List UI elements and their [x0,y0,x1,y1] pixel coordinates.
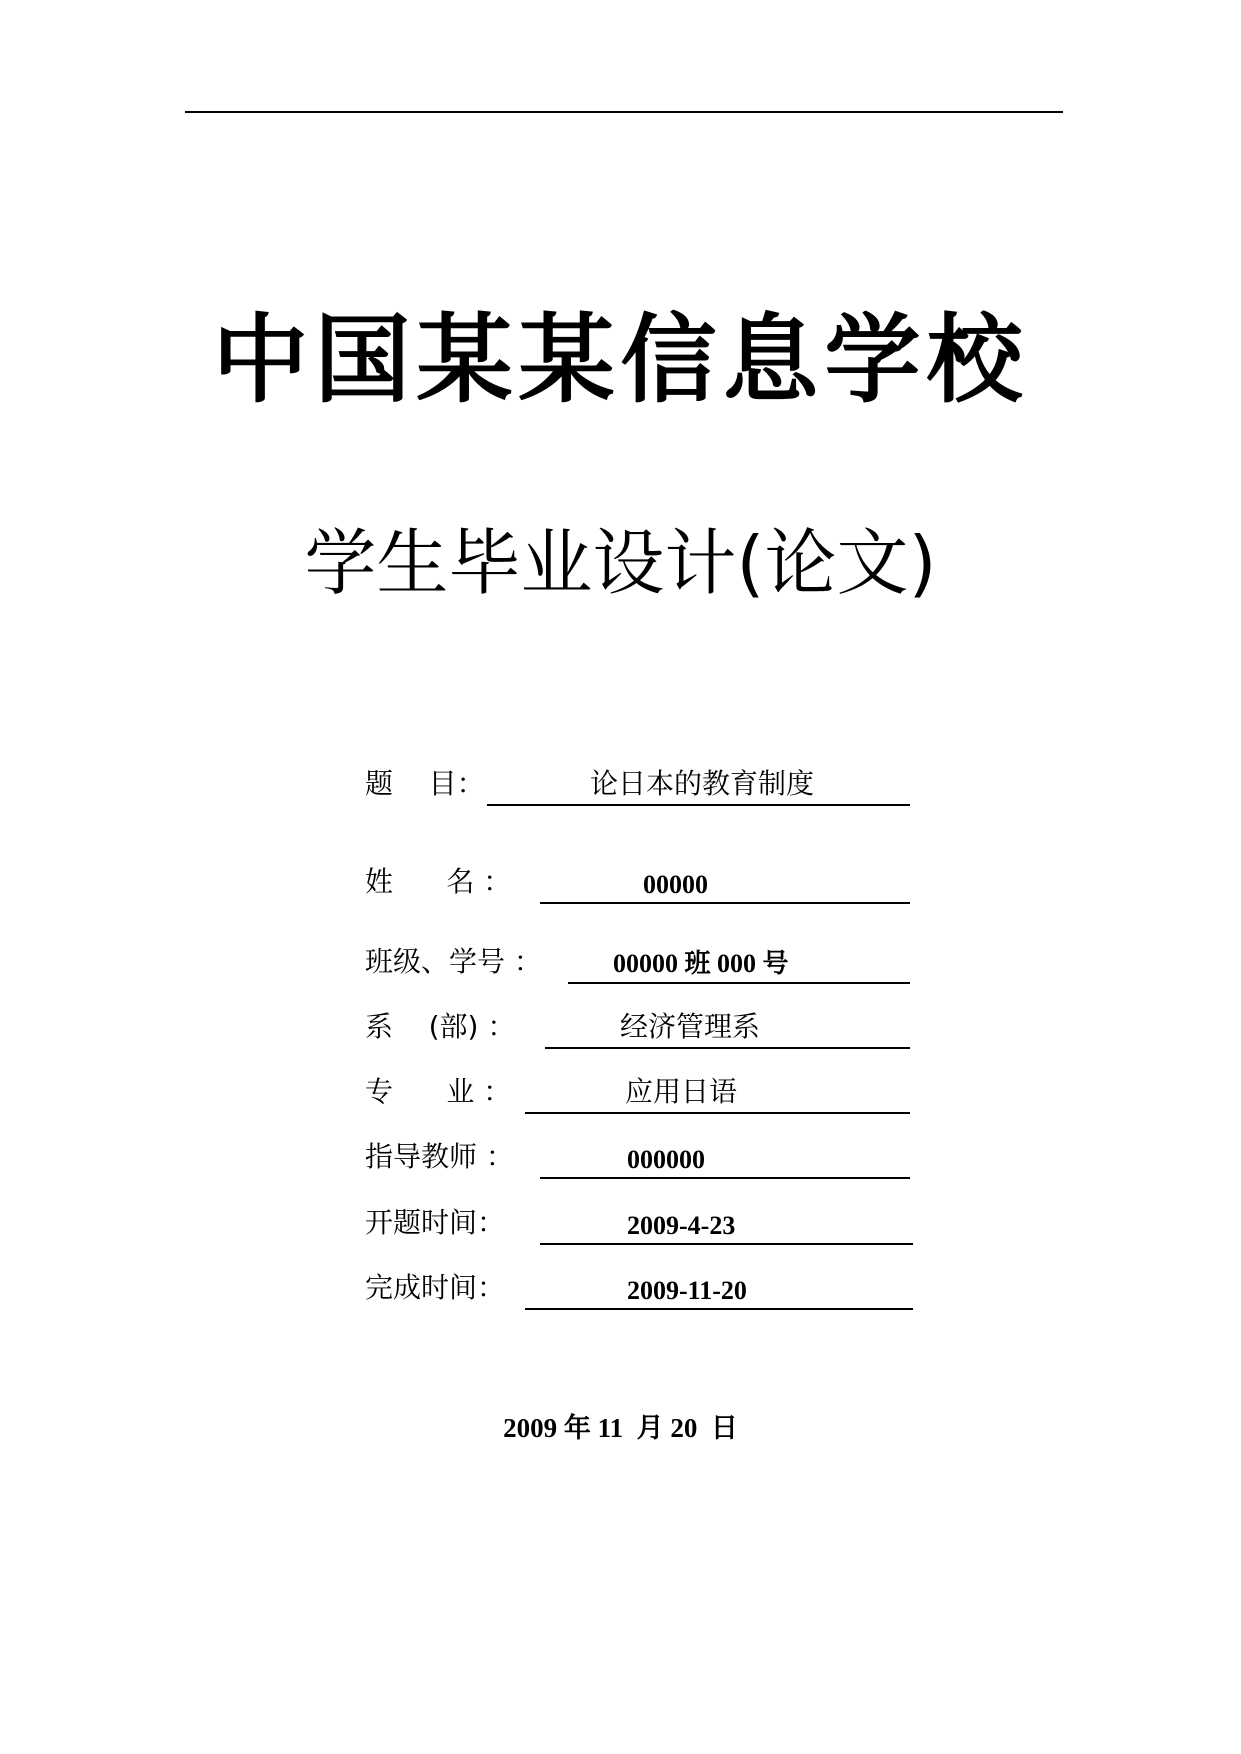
field-name [365,864,910,904]
field-topic [365,766,910,806]
field-start-date [365,1205,913,1245]
field-class-id-value: 00000 班 000 号 [613,949,789,978]
field-major [365,1074,910,1114]
field-major-label: 专 业 ： [365,1075,512,1108]
field-topic-value: 论日本的教育制度 [590,767,815,800]
field-major-underline [525,1072,910,1114]
field-advisor-label: 指导教师 ： [365,1140,514,1173]
field-department [365,1009,910,1049]
field-finish-date-value: 2009-11-20 [627,1276,747,1305]
field-class-id-label: 班级、学号 ： [365,945,542,978]
header-rule [185,111,1063,113]
field-start-date-value: 2009-4-23 [627,1211,736,1240]
field-department-label: 系 (部) ： [365,1010,516,1043]
field-department-underline [545,1007,910,1049]
completion-date: 2009 年 11 月 20 日 [503,1413,738,1443]
field-department-value: 经济管理系 [620,1010,761,1043]
field-topic-label: 题 目： [365,767,485,800]
field-class-id-underline [568,942,910,984]
field-advisor [365,1139,910,1179]
field-topic-underline [487,764,910,806]
field-finish-date [365,1270,913,1310]
field-name-label: 姓 名 ： [365,865,512,898]
field-major-value: 应用日语 [625,1075,738,1108]
document-title: 学生毕业设计(论文) [304,521,937,605]
field-finish-date-label: 完成时间： [365,1271,506,1304]
field-name-underline [540,862,910,904]
field-advisor-underline [540,1137,910,1179]
field-start-date-underline [540,1203,913,1245]
field-finish-date-underline [525,1268,913,1310]
field-advisor-value: 000000 [627,1145,705,1174]
field-class-id [365,944,910,984]
field-start-date-label: 开题时间： [365,1206,506,1239]
field-name-value: 00000 [643,870,708,899]
school-name: 中国某某信息学校 [212,303,1029,416]
